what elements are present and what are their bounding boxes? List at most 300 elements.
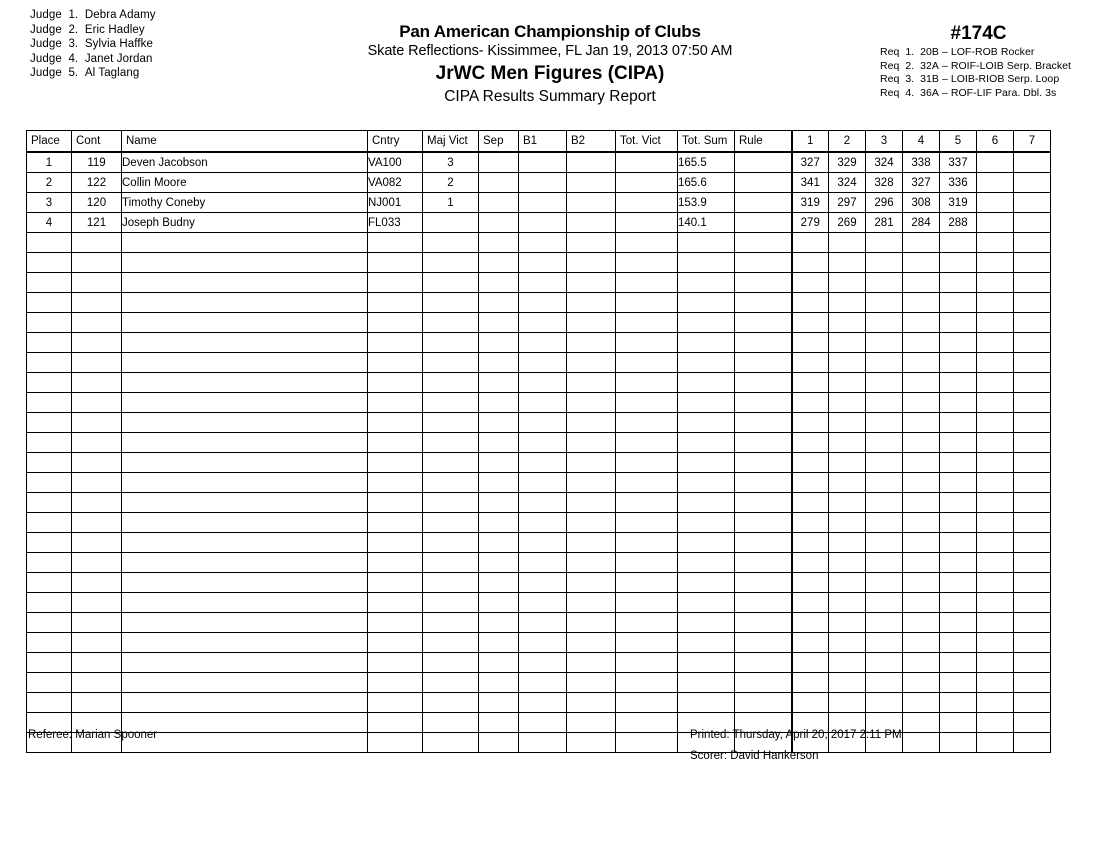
cell-empty (479, 673, 519, 693)
cell-empty (519, 593, 567, 613)
cell-empty (479, 393, 519, 413)
cell-empty (368, 713, 423, 733)
cell-empty (519, 313, 567, 333)
cell-empty (122, 513, 368, 533)
cell-empty (792, 613, 829, 633)
cell-empty (122, 433, 368, 453)
judge-name: Al Taglang (84, 67, 140, 80)
cell-empty (479, 373, 519, 393)
table-row-empty (27, 633, 1051, 653)
cell-empty (616, 553, 678, 573)
cell-empty (567, 433, 616, 453)
report-subtitle: CIPA Results Summary Report (444, 88, 656, 105)
cell-empty (72, 473, 122, 493)
requirement-number: 3. (905, 73, 915, 86)
cell-cont: 122 (72, 173, 122, 193)
cell-empty (977, 673, 1014, 693)
col-header-cont: Cont (72, 131, 122, 153)
cell-empty (27, 413, 72, 433)
cell-empty (27, 273, 72, 293)
cell-empty (122, 593, 368, 613)
cell-empty (72, 453, 122, 473)
cell-empty (829, 613, 866, 633)
cell-empty (72, 253, 122, 273)
cell-empty (72, 613, 122, 633)
cell-empty (519, 333, 567, 353)
cell-tot-vict (616, 213, 678, 233)
cell-empty (735, 673, 792, 693)
table-row-empty (27, 553, 1051, 573)
cell-empty (72, 593, 122, 613)
cell-empty (423, 673, 479, 693)
cell-empty (735, 513, 792, 533)
cell-empty (866, 533, 903, 553)
cell-empty (423, 433, 479, 453)
cell-empty (829, 293, 866, 313)
cell-empty (678, 453, 735, 473)
cell-empty (616, 693, 678, 713)
cell-empty (678, 593, 735, 613)
cell-empty (792, 693, 829, 713)
requirement-label: Req (880, 73, 900, 86)
cell-empty (977, 533, 1014, 553)
cell-empty (567, 373, 616, 393)
cell-judge-score-5: 336 (940, 173, 977, 193)
cell-empty (977, 253, 1014, 273)
cell-empty (368, 653, 423, 673)
cell-empty (27, 233, 72, 253)
cell-empty (829, 373, 866, 393)
cell-empty (1014, 573, 1051, 593)
table-row-empty (27, 273, 1051, 293)
cell-b2 (567, 213, 616, 233)
cell-name: Joseph Budny (122, 213, 368, 233)
judge-number: 2. (68, 23, 79, 36)
requirement-label: Req (880, 46, 900, 58)
cell-empty (792, 253, 829, 273)
cell-empty (519, 233, 567, 253)
col-header-sep: Sep (479, 131, 519, 153)
cell-empty (829, 473, 866, 493)
cell-empty (567, 393, 616, 413)
cell-empty (866, 693, 903, 713)
cell-judge-score-4: 284 (903, 213, 940, 233)
cell-empty (423, 253, 479, 273)
cell-empty (368, 333, 423, 353)
cell-empty (423, 553, 479, 573)
cell-empty (1014, 353, 1051, 373)
cell-empty (940, 513, 977, 533)
cell-empty (678, 693, 735, 713)
table-row (27, 173, 1051, 193)
cell-empty (866, 573, 903, 593)
cell-empty (423, 633, 479, 653)
cell-empty (792, 513, 829, 533)
cell-name: Timothy Coneby (122, 193, 368, 213)
col-header-tot-sum: Tot. Sum (678, 131, 735, 153)
table-header-row (27, 131, 1051, 153)
cell-empty (829, 453, 866, 473)
cell-empty (678, 313, 735, 333)
cell-empty (423, 313, 479, 333)
cell-empty (519, 413, 567, 433)
cell-empty (122, 573, 368, 593)
cell-empty (479, 353, 519, 373)
cell-empty (866, 673, 903, 693)
cell-empty (27, 513, 72, 533)
cell-empty (519, 673, 567, 693)
cell-empty (678, 553, 735, 573)
cell-empty (479, 573, 519, 593)
cell-empty (423, 453, 479, 473)
cell-maj-vict: 1 (423, 193, 479, 213)
cell-empty (423, 353, 479, 373)
cell-empty (72, 653, 122, 673)
cell-empty (479, 633, 519, 653)
cell-empty (829, 673, 866, 693)
cell-empty (72, 413, 122, 433)
cell-empty (616, 513, 678, 533)
cell-empty (567, 293, 616, 313)
cell-cntry: VA082 (368, 173, 423, 193)
cell-empty (792, 413, 829, 433)
cell-empty (479, 333, 519, 353)
cell-tot-sum: 165.5 (678, 152, 735, 173)
col-header-cntry: Cntry (368, 131, 423, 153)
table-row-empty (27, 233, 1051, 253)
table-row-empty (27, 453, 1051, 473)
cell-empty (903, 233, 940, 253)
cell-empty (122, 493, 368, 513)
table-row-empty (27, 393, 1051, 413)
cell-empty (829, 233, 866, 253)
cell-cntry: FL033 (368, 213, 423, 233)
cell-empty (423, 513, 479, 533)
cell-name: Collin Moore (122, 173, 368, 193)
cell-empty (977, 293, 1014, 313)
cell-empty (940, 573, 977, 593)
cell-empty (977, 333, 1014, 353)
cell-empty (567, 333, 616, 353)
cell-empty (735, 533, 792, 553)
table-row-empty (27, 473, 1051, 493)
cell-empty (122, 613, 368, 633)
cell-place: 4 (27, 213, 72, 233)
requirement-label: Req (880, 59, 900, 72)
cell-empty (519, 393, 567, 413)
cell-empty (1014, 553, 1051, 573)
cell-empty (423, 533, 479, 553)
cell-empty (567, 573, 616, 593)
cell-empty (122, 473, 368, 493)
cell-empty (72, 353, 122, 373)
cell-cont: 119 (72, 152, 122, 173)
cell-empty (479, 653, 519, 673)
cell-empty (1014, 733, 1051, 753)
cell-sep (479, 152, 519, 173)
requirements-list (880, 46, 1100, 100)
cell-empty (122, 253, 368, 273)
cell-empty (423, 733, 479, 753)
cell-empty (678, 373, 735, 393)
table-row-empty (27, 293, 1051, 313)
report-header (230, 22, 870, 107)
cell-empty (829, 533, 866, 553)
table-row-empty (27, 653, 1051, 673)
cell-empty (368, 513, 423, 533)
cell-empty (977, 233, 1014, 253)
cell-empty (616, 313, 678, 333)
judge-number: 1. (68, 9, 79, 21)
cell-empty (122, 713, 368, 733)
cell-empty (519, 613, 567, 633)
cell-empty (567, 493, 616, 513)
cell-empty (479, 513, 519, 533)
cell-empty (829, 313, 866, 333)
cell-empty (72, 513, 122, 533)
cell-empty (1014, 373, 1051, 393)
cell-empty (903, 353, 940, 373)
cell-empty (903, 653, 940, 673)
cell-judge-score-6 (977, 152, 1014, 173)
cell-empty (27, 393, 72, 413)
cell-empty (903, 553, 940, 573)
cell-empty (940, 553, 977, 573)
requirement-entry: Req 4. 36A – ROF-LIF Para. Dbl. 3s (880, 86, 1057, 99)
cell-empty (792, 633, 829, 653)
judge-name: Eric Hadley (84, 23, 145, 36)
cell-empty (479, 533, 519, 553)
cell-empty (829, 693, 866, 713)
table-row-empty (27, 353, 1051, 373)
cell-empty (735, 373, 792, 393)
cell-empty (735, 633, 792, 653)
cell-empty (866, 493, 903, 513)
cell-empty (616, 533, 678, 553)
cell-empty (423, 273, 479, 293)
cell-empty (792, 493, 829, 513)
cell-empty (940, 453, 977, 473)
cell-judge-score-1: 279 (792, 213, 829, 233)
cell-empty (866, 233, 903, 253)
cell-empty (479, 453, 519, 473)
judge-label: Judge (30, 52, 62, 65)
cell-empty (735, 433, 792, 453)
cell-empty (866, 353, 903, 373)
requirement-code: 31B (920, 73, 939, 86)
cell-cont: 120 (72, 193, 122, 213)
cell-empty (792, 593, 829, 613)
cell-b1 (519, 213, 567, 233)
cell-judge-score-3: 281 (866, 213, 903, 233)
judge-label: Judge (30, 9, 62, 21)
cell-empty (1014, 513, 1051, 533)
cell-empty (479, 313, 519, 333)
cell-empty (479, 493, 519, 513)
results-table-body (27, 152, 1051, 753)
cell-empty (479, 713, 519, 733)
cell-empty (519, 513, 567, 533)
cell-empty (616, 273, 678, 293)
cell-rule (735, 152, 792, 173)
cell-empty (122, 413, 368, 433)
cell-b2 (567, 173, 616, 193)
table-row-empty (27, 613, 1051, 633)
cell-empty (616, 613, 678, 633)
cell-empty (940, 733, 977, 753)
cell-empty (519, 573, 567, 593)
cell-empty (423, 393, 479, 413)
col-header-b2: B2 (567, 131, 616, 153)
cell-empty (792, 273, 829, 293)
cell-empty (567, 613, 616, 633)
table-row (27, 213, 1051, 233)
cell-empty (368, 553, 423, 573)
cell-empty (122, 633, 368, 653)
cell-empty (1014, 653, 1051, 673)
requirement-number: 1. (905, 46, 915, 58)
cell-judge-score-5: 288 (940, 213, 977, 233)
cell-empty (616, 593, 678, 613)
cell-empty (977, 553, 1014, 573)
cell-empty (1014, 633, 1051, 653)
cell-empty (940, 393, 977, 413)
cell-empty (519, 473, 567, 493)
cell-empty (616, 353, 678, 373)
cell-empty (479, 613, 519, 633)
cell-empty (903, 473, 940, 493)
cell-empty (903, 413, 940, 433)
cell-empty (368, 233, 423, 253)
event-title: Pan American Championship of Clubs (399, 22, 701, 41)
cell-judge-score-4: 308 (903, 193, 940, 213)
cell-empty (977, 453, 1014, 473)
cell-empty (792, 373, 829, 393)
cell-empty (567, 533, 616, 553)
cell-cntry: VA100 (368, 152, 423, 173)
cell-empty (977, 593, 1014, 613)
cell-empty (616, 433, 678, 453)
cell-empty (866, 653, 903, 673)
requirement-code: 36A (920, 86, 939, 99)
cell-empty (27, 373, 72, 393)
cell-judge-score-3: 296 (866, 193, 903, 213)
cell-empty (616, 333, 678, 353)
requirement-code: 32A (920, 59, 939, 72)
judge-name: Janet Jordan (84, 52, 153, 65)
cell-empty (567, 413, 616, 433)
cell-maj-vict (423, 213, 479, 233)
judge-name: Debra Adamy (84, 9, 156, 21)
cell-empty (735, 573, 792, 593)
cell-empty (678, 493, 735, 513)
cell-cont: 121 (72, 213, 122, 233)
cell-empty (519, 453, 567, 473)
cell-empty (479, 233, 519, 253)
cell-empty (977, 573, 1014, 593)
results-table (26, 130, 1051, 753)
cell-judge-score-4: 327 (903, 173, 940, 193)
cell-empty (122, 353, 368, 373)
col-header-rule: Rule (735, 131, 792, 153)
cell-empty (735, 413, 792, 433)
cell-empty (27, 553, 72, 573)
cell-empty (903, 273, 940, 293)
cell-empty (423, 613, 479, 633)
cell-empty (792, 433, 829, 453)
requirement-description: ROF-LIF Para. Dbl. 3s (950, 86, 1057, 99)
cell-empty (829, 513, 866, 533)
col-header-judge-2: 2 (829, 131, 866, 153)
cell-empty (903, 733, 940, 753)
cell-sep (479, 193, 519, 213)
judge-number: 5. (68, 67, 79, 80)
cell-empty (792, 673, 829, 693)
col-header-judge-7: 7 (1014, 131, 1051, 153)
cell-empty (940, 593, 977, 613)
cell-empty (519, 353, 567, 373)
cell-empty (368, 673, 423, 693)
cell-empty (72, 493, 122, 513)
judge-label: Judge (30, 67, 62, 80)
cell-empty (977, 413, 1014, 433)
cell-rule (735, 213, 792, 233)
cell-empty (616, 493, 678, 513)
cell-empty (735, 613, 792, 633)
cell-empty (792, 653, 829, 673)
requirement-number: 4. (905, 86, 915, 99)
cell-empty (792, 533, 829, 553)
cell-judge-score-5: 319 (940, 193, 977, 213)
cell-empty (1014, 433, 1051, 453)
cell-empty (903, 333, 940, 353)
cell-empty (519, 693, 567, 713)
table-row-empty (27, 673, 1051, 693)
cell-empty (616, 293, 678, 313)
cell-empty (122, 273, 368, 293)
cell-empty (479, 553, 519, 573)
cell-judge-score-2: 324 (829, 173, 866, 193)
cell-empty (616, 713, 678, 733)
table-row-empty (27, 313, 1051, 333)
cell-empty (368, 353, 423, 373)
cell-empty (829, 653, 866, 673)
cell-empty (72, 693, 122, 713)
cell-empty (567, 513, 616, 533)
cell-empty (368, 693, 423, 713)
cell-empty (519, 733, 567, 753)
cell-empty (829, 353, 866, 373)
cell-empty (27, 493, 72, 513)
cell-place: 2 (27, 173, 72, 193)
cell-empty (866, 633, 903, 653)
cell-maj-vict: 2 (423, 173, 479, 193)
cell-empty (940, 653, 977, 673)
cell-cntry: NJ001 (368, 193, 423, 213)
cell-empty (616, 633, 678, 653)
cell-empty (72, 333, 122, 353)
cell-empty (903, 433, 940, 453)
cell-empty (1014, 453, 1051, 473)
cell-empty (27, 653, 72, 673)
cell-empty (940, 233, 977, 253)
cell-empty (519, 533, 567, 553)
cell-empty (122, 553, 368, 573)
cell-judge-score-2: 329 (829, 152, 866, 173)
cell-empty (903, 673, 940, 693)
cell-empty (678, 393, 735, 413)
cell-empty (72, 433, 122, 453)
